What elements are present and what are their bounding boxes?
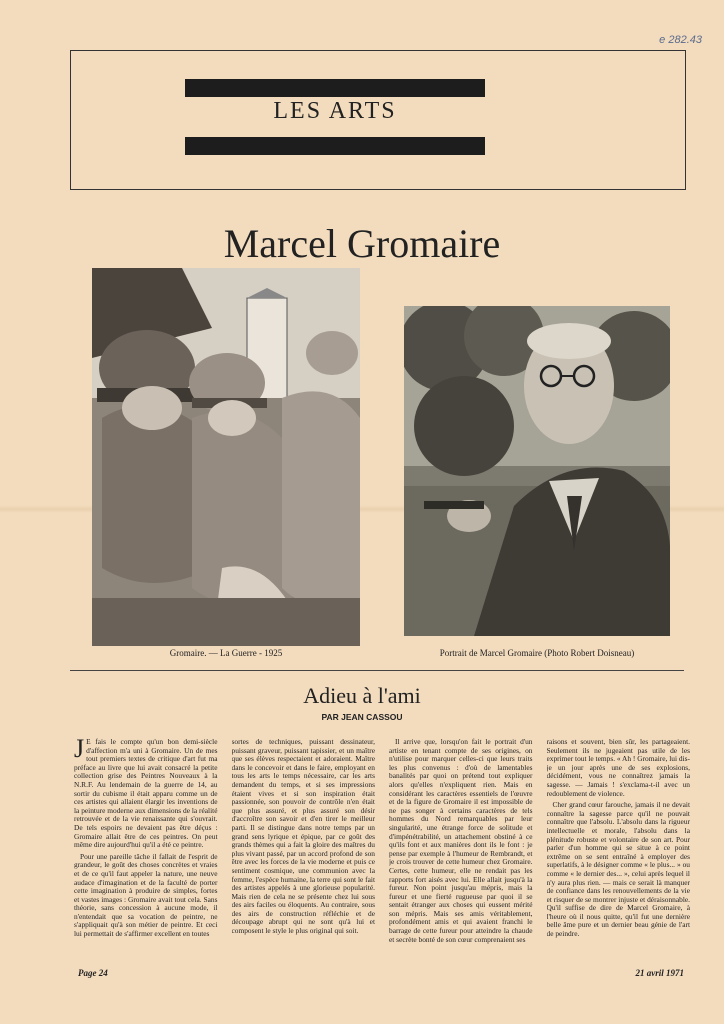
article-column-1 — [74, 738, 218, 966]
section-title: LES ARTS — [273, 98, 397, 124]
article-column-2 — [232, 738, 376, 966]
article-paragraph: raisons et souvent, bien sûr, les partageaient. Seulement ils ne jugeaient pas utile de les exprimer tout le temps. « Ah ! Gromaire, lui dis-je un jour après une de ses explosions, décidément, vous ne connaîtrez jamais la sagesse. — Jamais ! s'exclama-t-il avec un redoublement de violence. — [546, 738, 690, 798]
drop-cap: J — [74, 738, 85, 763]
article-paragraph: sortes de techniques, puissant dessinateur, puissant graveur, puissant tapissier, et un maître que ses élèves respectaient et adoraient. Maître dans le concevoir et dans le faire, employant en tous les arts le temps nécessaire, car les arts demandent du temps, et si ses impressions étaient vives et si son inspiration était passionnée, son pouvoir de contrôle n'en était que plus assuré, et plus assuré son désir d'accroître son savoir et d'en tirer le meilleur parti. Il se distingue dans notre temps par un grand sens lyrique et épique, par ce goût des grands thèmes qui a fait la gloire des maîtres du plus vivant passé, par un accord profond de son être avec les forces de la vie moderne et puis ce sentiment cosmique, une communion avec la femme, l'espèce humaine, la terre qui sont le fait des artistes appelés à une glorieuse popularité. Mais rien de cela ne se présente chez lui sous des airs faciles ou éloquents. Au contraire, sous des airs de construction réfléchie et de découpage abrupt qui ne sont qu'à lui et composent le style le plus original qui soit. — [231, 738, 375, 936]
issue-date: 21 avril 1971 — [635, 968, 684, 978]
article-column-3 — [389, 738, 533, 966]
article-body — [74, 738, 690, 966]
article-byline: PAR JEAN CASSOU — [321, 712, 403, 722]
article-paragraph: Pour une pareille tâche il fallait de l'esprit de grandeur, le goût des choses concrètes et vraies et de ce qu'il faut appeler la nature, une neuve audace d'imagination et de la faculté de porter cette imagination à produire de simples, fortes et vastes images : Gromaire avait tout cela. Sans théorie, sans concession à aucune mode, il n'entendait que sa vocation de peintre, ne s'appliquait qu'à son métier de peintre. Et ceci lui permettait de s'affirmer excellent en toutes — [74, 851, 218, 939]
portrait-photo — [404, 306, 670, 636]
headline: Marcel Gromaire — [223, 221, 501, 266]
page-number: Page 24 — [78, 968, 108, 978]
archive-mark: e 282.43 — [659, 34, 702, 46]
painting-la-guerre — [92, 268, 360, 646]
article-paragraph: Cher grand cœur farouche, jamais il ne devait connaître la sagesse parce qu'il ne pouvait connaître que l'absolu. L'absolu dans la rigueur intellectuelle et morale, l'absolu dans la plénitude robuste et volontaire de son art. Pour parler d'un homme qui se situe à ce point extrême on se sent entraîné à employer des superlatifs, à le désigner comme « le plus... » ou comme « le dernier des... », celui après lequel il n'y aura plus rien. — mais ce serait là manquer de confiance dans les renouvellements de la vie et risquer de se montrer injuste et déraisonnable. Qu'il suffise de dire de Marcel Gromaire, à l'heure où il nous quitte, qu'il fut une dernière belle âme pure et un dernier beau génie de l'art de peindre. — [546, 800, 690, 939]
article-divider — [70, 670, 684, 671]
painting-caption: Gromaire. — La Guerre - 1925 — [169, 648, 283, 658]
article-paragraph: J E fais le compte qu'un bon demi-siècle d'affection m'a uni à Gromaire. Un de mes tout premiers textes de critique d'art fut ma préface au livre que lui avait consacré la petite collection grise des Peintres Nouveaux à la N.R.F. Au lendemain de la guerre de 14, au sortir du cubisme il était apparu comme un de ces artistes qui allaient élargir les inventions de la peinture moderne aux dimensions de la réalité retrouvée et de la vie renaissante qui s'ouvrait. De tels espoirs ne devaient pas être déçus : Gromaire allait être de ces peintres. On peut même dire aujourd'hui qu'il a été ce peintre. — [74, 738, 218, 850]
portrait-caption: Portrait de Marcel Gromaire (Photo Robert Doisneau) — [439, 648, 635, 658]
banner-bar-top — [185, 79, 485, 97]
article-title: Adieu à l'ami — [303, 683, 421, 708]
article-paragraph: Il arrive que, lorsqu'on fait le portrait d'un artiste en tenant compte de ses origines, on n'utilise pour marquer celles-ci que leurs traits les plus convenus : d'où de lamentables banalités par quoi on prétend tout expliquer alors qu'elles n'expliquent rien. Mais en considérant les caractères essentiels de l'œuvre et de la figure de Gromaire il est impossible de ne pas songer à certains caractères de tels hommes du Nord remarquables par leur singularité, une étrange force de solitude et d'impénétrabilité, un attachement obstiné à ce qu'ils font et aux manières dont ils le font : je pense par exemple à l'humeur de Rembrandt, et je crois trouver de cette humeur chez Gromaire. Certes, cette humeur, elle ne rendait pas les rapports fort aisés avec lui. Elle allait jusqu'à la fureur. Non point jusqu'au mépris, mais la fureur et une fierté rugueuse par quoi il se sentait étranger aux choses qui eussent mérité son mépris. Mais ses amis véritablement, profondément amis et qui avaient franchi le barrage de cette fureur pour atteindre la chaude et secrète bonté de son cœur comprenaient ses — [389, 738, 533, 944]
section-banner — [70, 50, 686, 190]
banner-bar-bottom — [185, 137, 485, 155]
article-column-4 — [547, 738, 691, 966]
